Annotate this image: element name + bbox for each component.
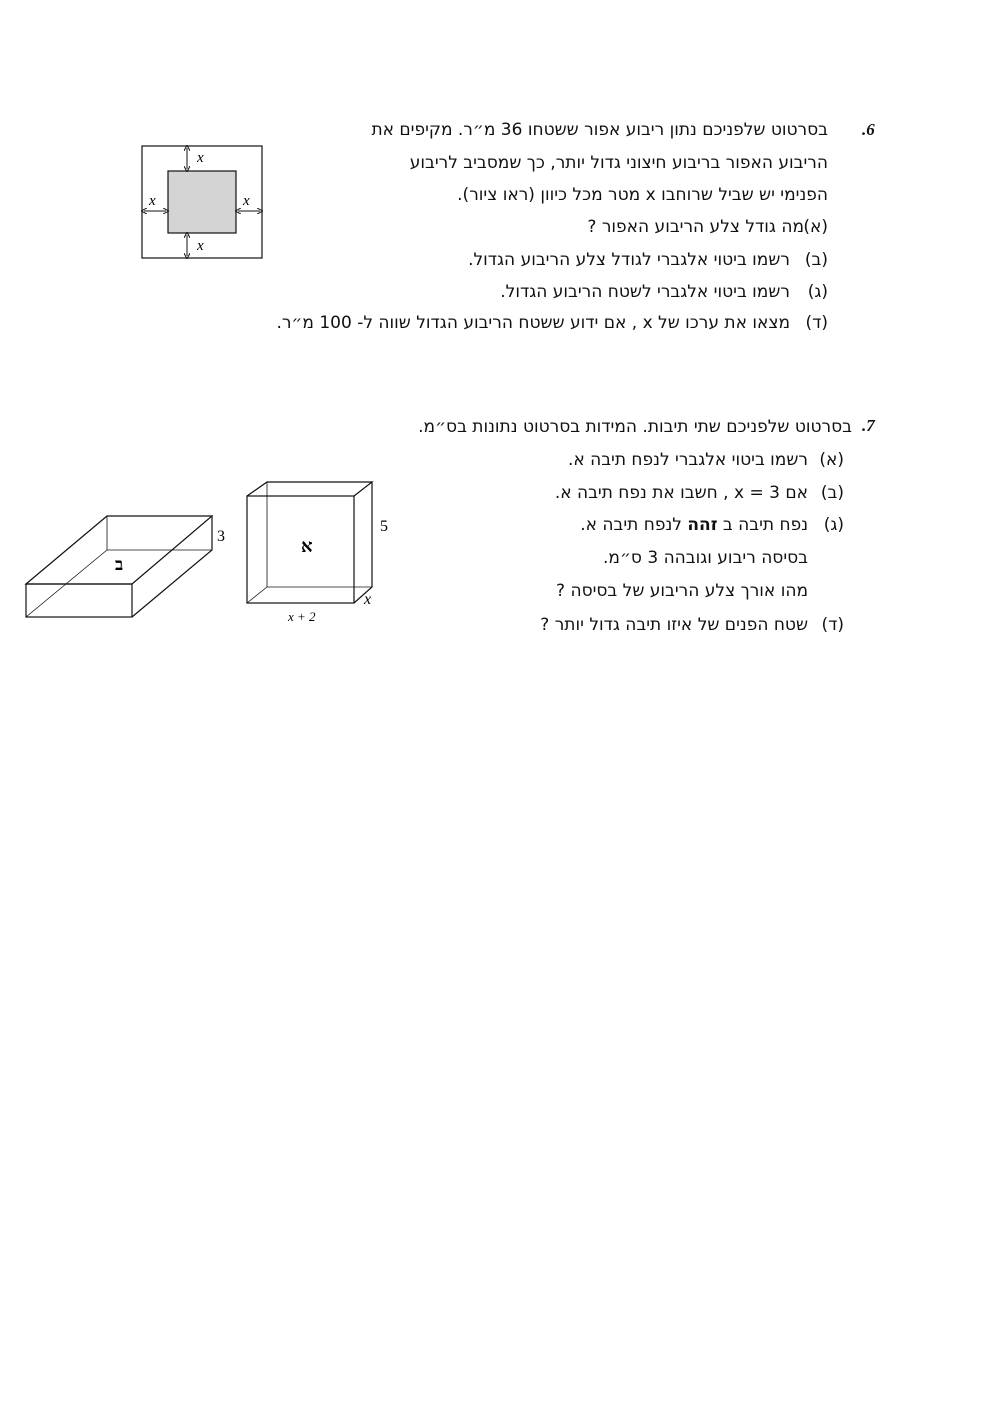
q6-item-a: מה גודל צלע הריבוע האפור ? [587,217,804,237]
x-label-right: x [243,193,250,209]
q7-item-b: אם x = 3 , חשבו את נפח תיבה א. [554,483,808,503]
q6-item-a-label: (א) [803,217,828,237]
q7-item-d-label: (ד) [821,615,844,635]
box-a-depth-label: x [364,591,372,608]
q6-item-c-label: (ג) [807,282,828,302]
q6-line-3: הפנימי יש שביל שרוחבו x מטר מכל כיוון (ראו ציור). [457,185,828,205]
q7-item-b-label: (ב) [820,483,844,503]
q6-item-b-label: (ב) [804,250,828,270]
box-a-width-label: x + 2 [288,609,316,624]
question-7-number: .7 [862,416,875,435]
q6-item-d: מצאו את ערכו של x , אם ידוע ששטח הריבוע הגדול שווה ל- 100 מ״ר. [276,313,790,333]
q6-item-d-label: (ד) [805,313,828,333]
box-a-figure [240,476,400,626]
box-b-height-label: 3 [217,528,225,545]
box-b-front-face [26,584,132,617]
box-b-side-edges [132,516,212,617]
q7-item-c-line-3: מהו אורך צלע הריבוע של בסיסה ? [556,581,808,601]
q7-item-c: נפח תיבה ב זהה לנפח תיבה א. [580,515,808,535]
q7-intro: בסרטוט שלפניכם שתי תיבות. המידות בסרטוט נתונות בס״מ. [418,417,852,437]
box-a-top-edges [247,482,372,496]
x-label-left: x [149,193,156,209]
q6-item-c: רשמו ביטוי אלגברי לשטח הריבוע הגדול. [500,282,790,302]
x-label-bottom: x [197,238,204,254]
q6-line-1: בסרטוט שלפניכם נתון ריבוע אפור ששטחו 36 מ״ר. מקיפים את [371,120,828,140]
box-a-hidden-edge-3 [247,587,267,603]
question-6-number: .6 [862,120,875,139]
q6-line-2: הריבוע האפור בריבוע חיצוני גדול יותר, כך שמסביב לריבוע [409,153,828,173]
inner-gray-square [168,171,236,233]
q7-item-a-label: (א) [819,450,844,470]
q6-item-b: רשמו ביטוי אלגברי לגודל צלע הריבוע הגדול. [468,250,790,270]
q7-item-a: רשמו ביטוי אלגברי לנפח תיבה א. [567,450,808,470]
q7-item-c-bold: זהה [687,515,718,535]
box-b-label: ב [115,555,124,574]
q7-item-c-line-2: בסיסה ריבוע וגובהה 3 ס״מ. [603,548,808,568]
box-a-height-label: 5 [380,518,388,535]
box-a-label: א [301,536,313,556]
q7-item-d: שטח הפנים של איזו תיבה גדול יותר ? [540,615,808,635]
box-b-figure [20,510,235,625]
q6-square-figure [140,144,266,262]
x-label-top: x [197,150,204,166]
q7-item-c-label: (ג) [823,515,844,535]
box-a-side-edges [354,482,372,603]
